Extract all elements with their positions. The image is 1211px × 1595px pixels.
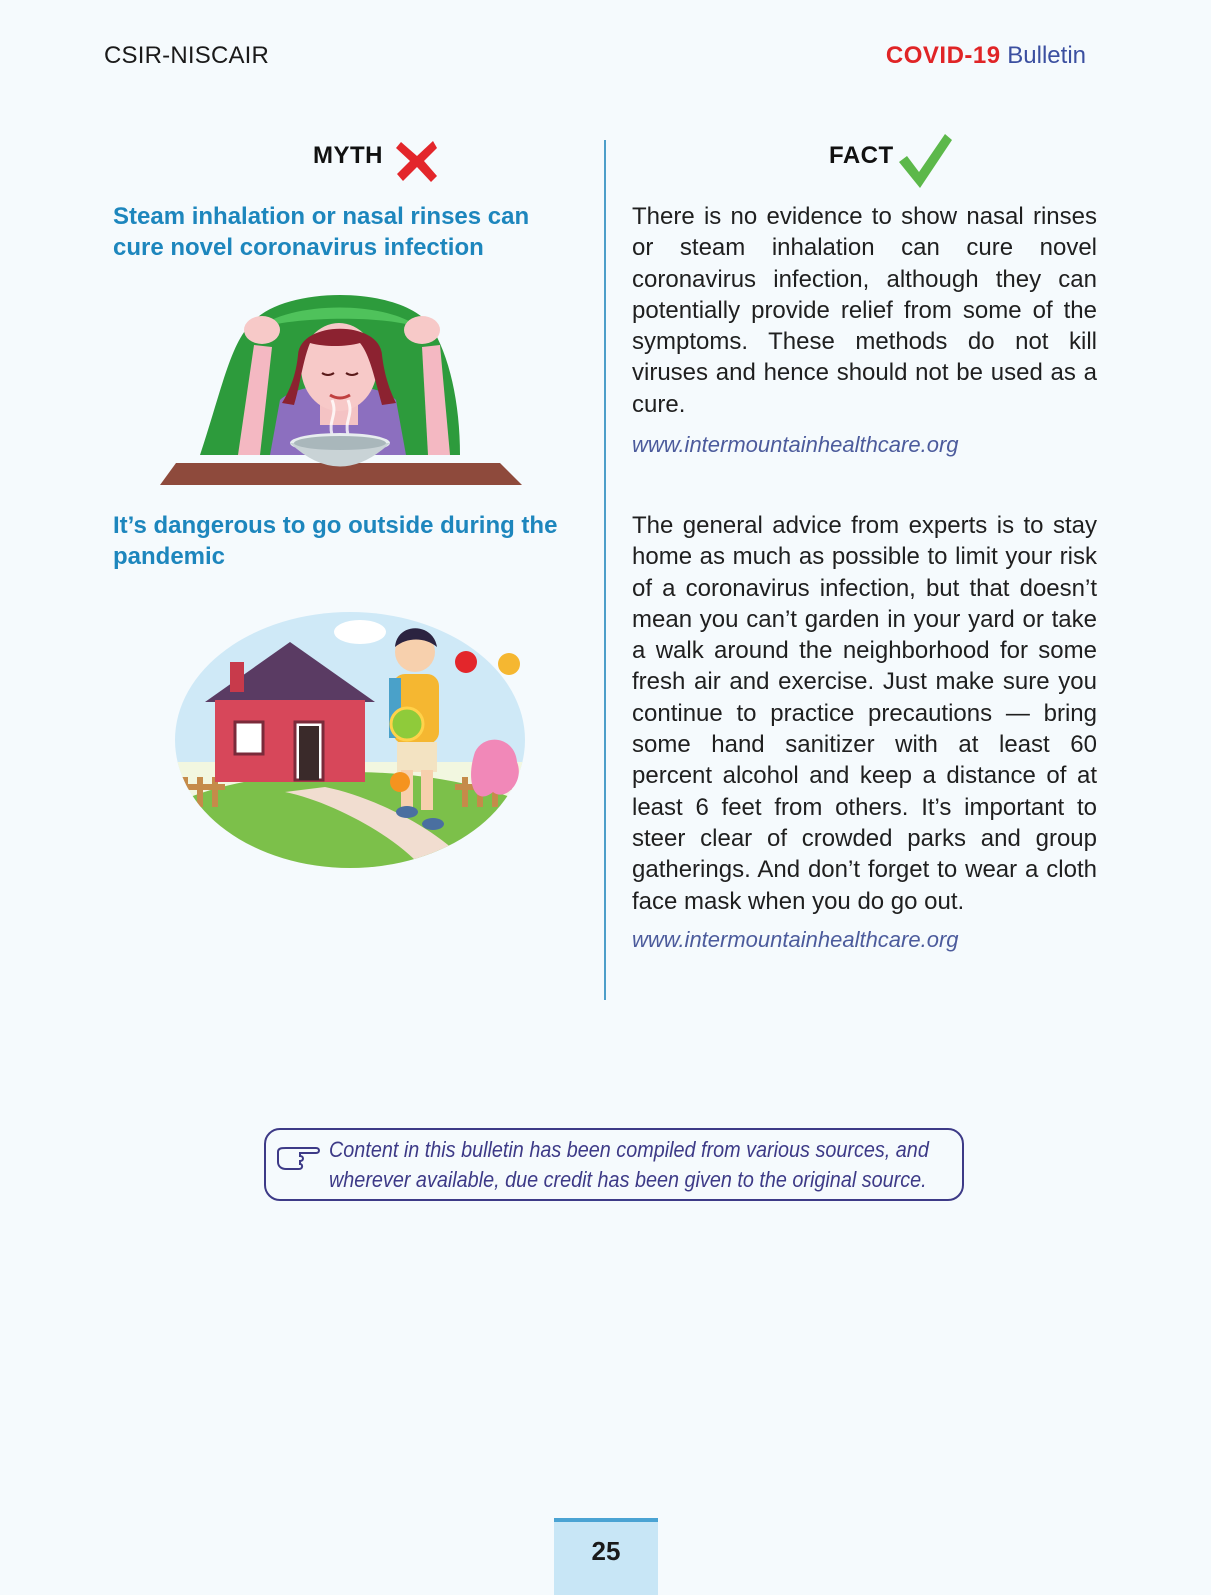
fact-title: FACT — [829, 142, 894, 169]
fact-source-link-2[interactable]: www.intermountainhealthcare.org — [632, 927, 959, 952]
header-covid: COVID-19 — [885, 42, 1001, 69]
disclaimer-box — [264, 1128, 964, 1201]
disclaimer-line-1: Content in this bulletin has been compiled from various sources, and — [329, 1137, 929, 1162]
disclaimer-text — [329, 1135, 929, 1195]
fact-source-link-1[interactable]: www.intermountainhealthcare.org — [632, 432, 959, 457]
red-cross-icon — [395, 138, 439, 184]
myth-statement-1: Steam inhalation or nasal rinses can cure novel coronavirus infection — [113, 203, 530, 261]
walking-outside-illustration — [175, 612, 535, 872]
header-org: CSIR-NISCAIR — [104, 42, 270, 69]
green-check-icon — [897, 132, 953, 190]
fact-statement-2: The general advice from experts is to stay home as much as possible to limit your risk of a coronavirus infection, but that doesn’t mean you can’t garden in your yard or take a walk around the neighborhood for some fresh air and exercise. Just make sure you continue to practice precautions — bring some hand sanitizer with at least 60 percent alcohol and keep a distance of at least 6 feet from others. It’s important to steer clear of crowded parks and group gatherings. And don’t forget to wear a cloth face mask when you do go out. — [632, 512, 1097, 915]
page-number-tab — [554, 1518, 658, 1595]
page-number: 25 — [591, 1536, 621, 1566]
pointing-hand-icon — [276, 1142, 324, 1172]
disclaimer-line-2: wherever available, due credit has been given to the original source. — [329, 1167, 927, 1192]
steam-inhalation-illustration — [160, 285, 528, 490]
fact-statement-1: There is no evidence to show nasal rinses or steam inhalation can cure novel coronavirus infection, although they can potentially provide relief from some of the symptoms. These methods do not kill viruses and hence should not be used as a cure. — [632, 203, 1097, 418]
header-bulletin: Bulletin — [1007, 42, 1086, 69]
column-divider — [604, 140, 606, 1000]
myth-statement-2: It’s dangerous to go outside during the pandemic — [113, 512, 558, 570]
myth-title: MYTH — [313, 142, 383, 169]
header-title — [886, 42, 1086, 70]
